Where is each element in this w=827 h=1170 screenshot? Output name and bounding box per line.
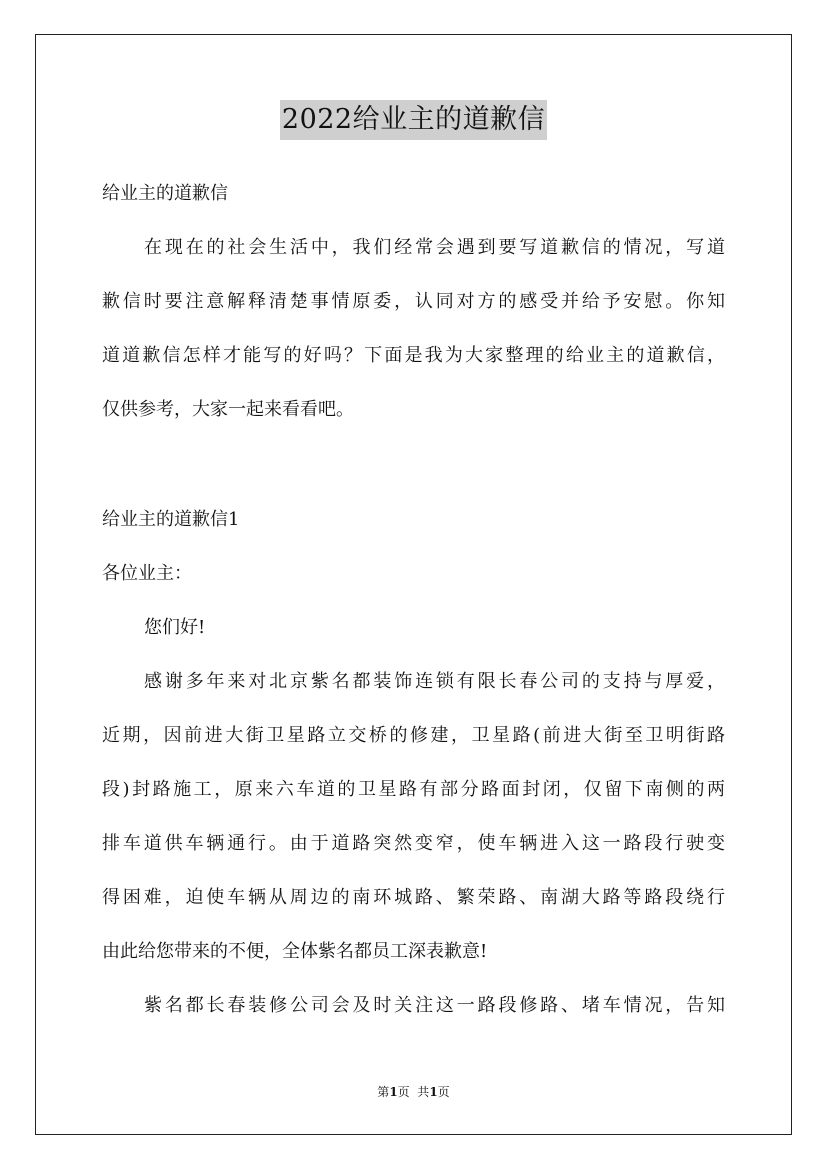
- paragraph-1-line-3: 段)封路施工，原来六车道的卫星路有部分路面封闭，仅留下南侧的两: [102, 779, 725, 800]
- greeting: 您们好!: [144, 617, 206, 638]
- intro-line-2: 歉信时要注意解释清楚事情原委，认同对方的感受并给予安慰。你知: [102, 291, 725, 312]
- footer-suffix: 页: [437, 1085, 450, 1099]
- intro-line-4: 仅供参考，大家一起来看看吧。: [102, 399, 354, 420]
- footer-prefix: 第: [377, 1085, 390, 1099]
- intro-line-3: 道道歉信怎样才能写的好吗？下面是我为大家整理的给业主的道歉信，: [102, 345, 725, 366]
- section-heading: 给业主的道歉信1: [102, 509, 240, 530]
- paragraph-1-line-4: 排车道供车辆通行。由于道路突然变窄，使车辆进入这一路段行驶变: [102, 833, 725, 854]
- page-footer: [0, 1084, 827, 1100]
- footer-mid: 页 共: [397, 1085, 430, 1099]
- footer-total-pages: 1: [429, 1085, 438, 1099]
- paragraph-2-line-1: 紫名都长春装修公司会及时关注这一路段修路、堵车情况，告知: [144, 995, 725, 1016]
- footer-page-number: 1: [389, 1085, 398, 1099]
- paragraph-1-line-5: 得困难，迫使车辆从周边的南环城路、繁荣路、南湖大路等路段绕行: [102, 887, 725, 908]
- salutation: 各位业主：: [102, 563, 192, 584]
- paragraph-1-line-1: 感谢多年来对北京紫名都装饰连锁有限长春公司的支持与厚爱，: [144, 671, 725, 692]
- paragraph-1-line-6: 由此给您带来的不便，全体紫名都员工深表歉意!: [102, 941, 488, 962]
- document-subtitle: 给业主的道歉信: [102, 183, 228, 204]
- intro-line-1: 在现在的社会生活中，我们经常会遇到要写道歉信的情况，写道: [144, 237, 725, 258]
- title-container: [0, 100, 827, 140]
- paragraph-1-line-2: 近期，因前进大街卫星路立交桥的修建，卫星路(前进大街至卫明街路: [102, 725, 725, 746]
- document-title: 2022给业主的道歉信: [280, 100, 547, 140]
